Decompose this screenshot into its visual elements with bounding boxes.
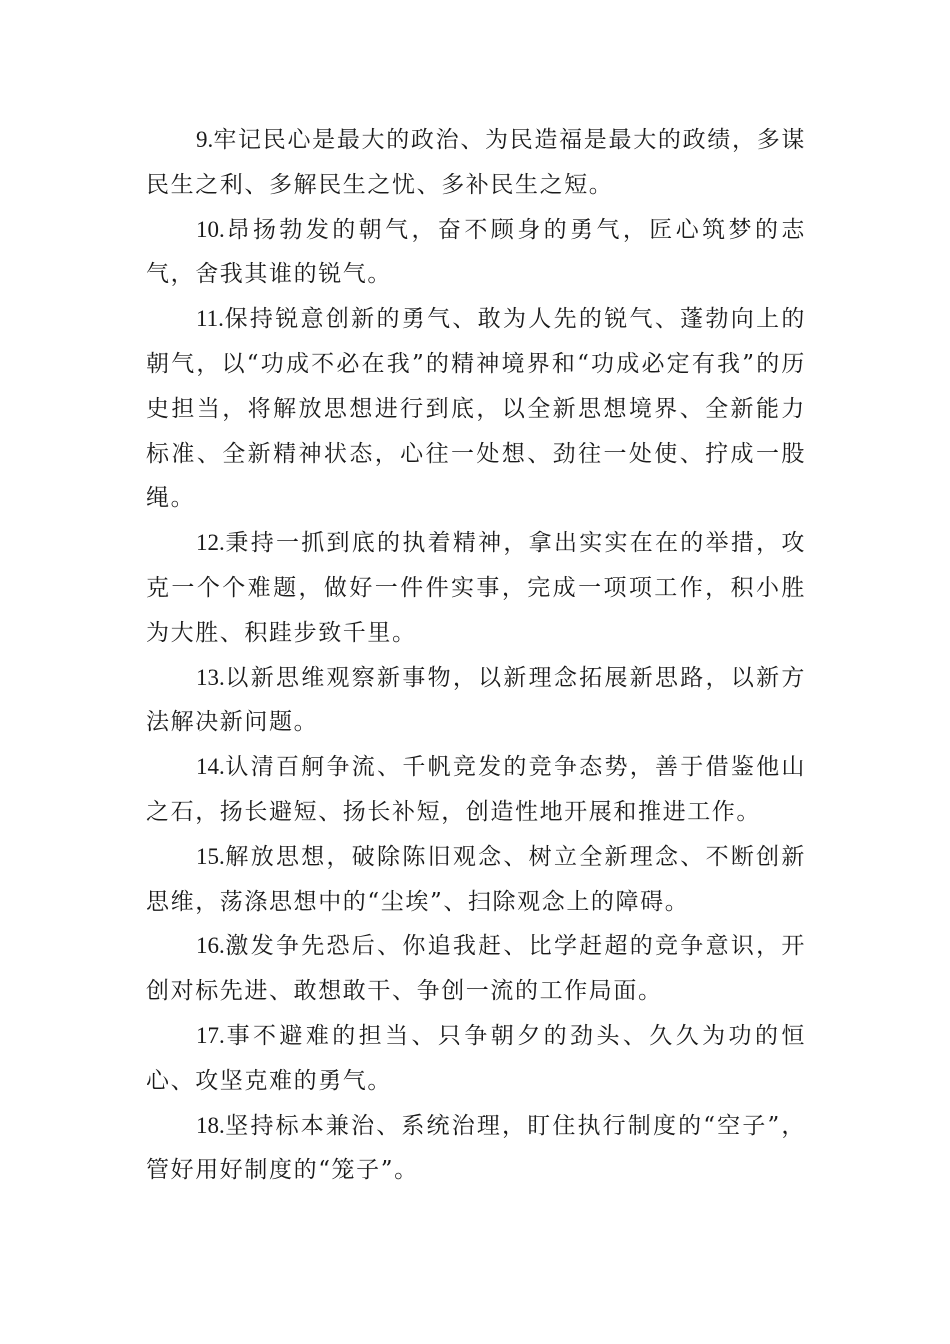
- list-item: [146, 521, 806, 655]
- list-item: [146, 835, 806, 925]
- item-text: 激发争先恐后、你追我赶、比学赶超的竞争意识，开创对标先进、敢想敢干、争创一流的工作局面。: [146, 933, 806, 1005]
- document-body: [146, 118, 806, 1193]
- item-number: 9.: [196, 127, 214, 152]
- item-text: 秉持一抓到底的执着精神，拿出实实在在的举措，攻克一个个难题，做好一件件实事，完成一项项工作，积小胜为大胜、积跬步致千里。: [146, 530, 806, 646]
- list-item: [146, 656, 806, 746]
- item-text: 事不避难的担当、只争朝夕的劲头、久久为功的恒心、攻坚克难的勇气。: [146, 1022, 806, 1094]
- list-item: [146, 1104, 806, 1194]
- item-text: 保持锐意创新的勇气、敢为人先的锐气、蓬勃向上的朝气，以“功成不必在我”的精神境界和“功成必定有我”的历史担当，将解放思想进行到底，以全新思想境界、全新能力标准、全新精神状态，心往一处想、劲往一处使、拧成一股绳。: [146, 306, 806, 512]
- item-number: 12.: [196, 530, 225, 556]
- item-text: 昂扬勃发的朝气，奋不顾身的勇气，匠心筑梦的志气，舍我其谁的锐气。: [146, 216, 806, 288]
- item-number: 16.: [196, 933, 225, 959]
- item-number: 17.: [196, 1022, 225, 1048]
- item-number: 10.: [196, 216, 225, 242]
- list-item: [146, 745, 806, 835]
- list-item: [146, 208, 806, 298]
- item-number: 13.: [196, 664, 225, 690]
- list-item: [146, 924, 806, 1014]
- item-text: 以新思维观察新事物，以新理念拓展新思路，以新方法解决新问题。: [146, 664, 806, 736]
- item-number: 15.: [196, 843, 225, 869]
- list-item: [146, 297, 806, 521]
- item-text: 认清百舸争流、千帆竞发的竞争态势，善于借鉴他山之石，扬长避短、扬长补短，创造性地开展和推进工作。: [146, 754, 806, 825]
- list-item: [146, 1014, 806, 1104]
- item-number: 14.: [196, 754, 225, 780]
- item-text: 牢记民心是最大的政治、为民造福是最大的政绩，多谋民生之利、多解民生之忧、多补民生之短。: [146, 127, 806, 198]
- item-number: 18.: [196, 1112, 225, 1138]
- list-item: [146, 118, 806, 208]
- item-text: 坚持标本兼治、系统治理，盯住执行制度的“空子”，管好用好制度的“笼子”。: [146, 1112, 806, 1184]
- item-text: 解放思想，破除陈旧观念、树立全新理念、不断创新思维，荡涤思想中的“尘埃”、扫除观念上的障碍。: [146, 843, 806, 915]
- item-number: 11.: [196, 306, 224, 332]
